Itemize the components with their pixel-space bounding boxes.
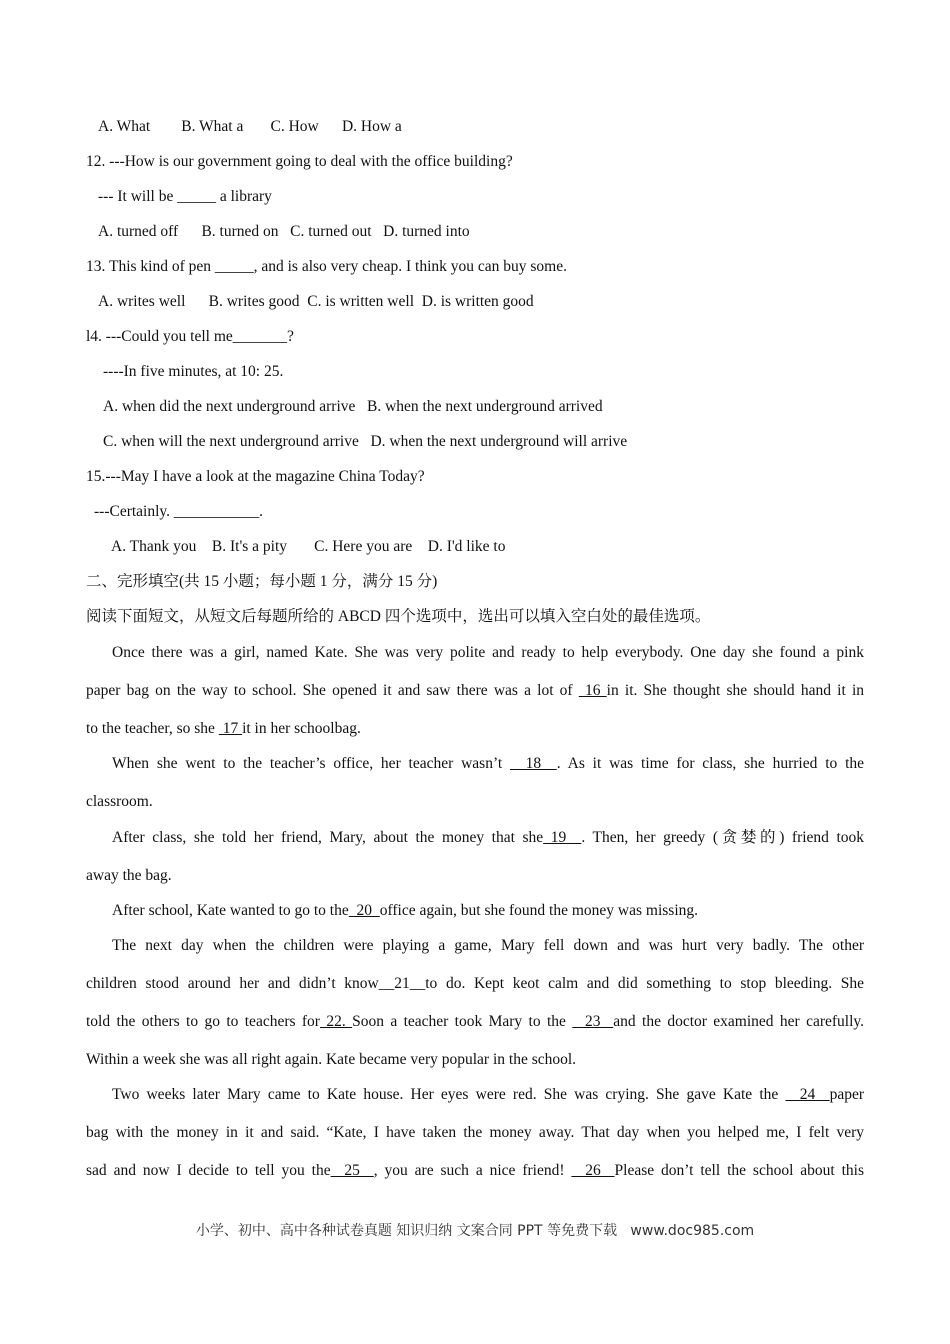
blank-26: 26: [571, 1162, 615, 1179]
text: sad and now I decide to tell you the: [86, 1162, 331, 1179]
blank-23: 23: [572, 1013, 614, 1030]
text: it in her schoolbag.: [242, 720, 361, 737]
text: After class, she told her friend, Mary, about the money that she: [112, 829, 544, 846]
passage-p5-line4: Within a week she was all right again. Kate became very popular in the school.: [86, 1051, 577, 1068]
q12-options: A. turned off B. turned on C. turned out D. turned into: [98, 223, 470, 240]
blank-18: 18: [509, 755, 557, 772]
passage-p6-line2: bag with the money in it and said. “Kate, I have taken the money away. That day when you helped me, I felt very: [86, 1124, 864, 1141]
text: in it. She thought she should hand it in: [606, 682, 865, 699]
q12-answer-line: --- It will be _____ a library: [98, 188, 272, 205]
text: Soon a teacher took Mary to the: [352, 1013, 566, 1030]
q11-options: A. What B. What a C. How D. How a: [98, 118, 402, 135]
q13-options: A. writes well B. writes good C. is written well D. is written good: [98, 293, 534, 310]
passage-p1-line3: [86, 719, 361, 739]
passage-p5-line3: [86, 1012, 864, 1032]
section-heading: 二、完形填空(共 15 小题；每小题 1 分，满分 15 分): [86, 573, 438, 590]
passage-p3-line2: away the bag.: [86, 867, 172, 884]
text: and the doctor examined her carefully.: [613, 1013, 865, 1030]
blank-22: 22.: [319, 1013, 353, 1030]
q15-answer-line: ---Certainly. ___________.: [94, 503, 264, 520]
text: children stood around her and didn’t know: [86, 975, 379, 992]
text: to do. Kept keot calm and did something to stop bleeding. She: [425, 975, 865, 992]
passage-p2-line1: [86, 754, 864, 774]
q14-options-ab: A. when did the next underground arrive B. when the next underground arrived: [103, 398, 603, 415]
passage-p6-line3: [86, 1161, 864, 1181]
text: paper bag on the way to school. She opened it and saw there was a lot of: [86, 682, 573, 699]
section-instruction: 阅读下面短文，从短文后每题所给的 ABCD 四个选项中，选出可以填入空白处的最佳选项。: [86, 608, 711, 625]
text: Two weeks later Mary came to Kate house. Her eyes were red. She was crying. She gave Kate the: [112, 1086, 779, 1103]
text: Please don’t tell the school about this: [614, 1162, 865, 1179]
q12-stem: 12. ---How is our government going to deal with the office building?: [86, 153, 513, 170]
blank-21: __21__: [378, 975, 426, 992]
passage-p4: [112, 901, 698, 921]
text: . As it was time for class, she hurried to the: [556, 755, 865, 772]
passage-p3-line1: [86, 828, 864, 848]
text: When she went to the teacher’s office, her teacher wasn’t: [112, 755, 503, 772]
passage-p5-line2: [86, 974, 864, 994]
passage-p2-line2: classroom.: [86, 793, 153, 810]
q14-options-cd: C. when will the next underground arrive D. when the next underground will arrive: [103, 433, 628, 450]
passage-p5-line1: The next day when the children were playing a game, Mary fell down and was hurt very badly. The other: [112, 937, 864, 954]
text: paper: [829, 1086, 865, 1103]
blank-17: 17: [218, 720, 243, 737]
passage-p1-line2: [86, 681, 864, 701]
text: . Then, her greedy (贪婪的) friend took: [581, 829, 865, 846]
blank-25: 25: [330, 1162, 374, 1179]
passage-p6-line1: [86, 1085, 864, 1105]
page-footer: 小学、初中、高中各种试卷真题 知识归纳 文案合同 PPT 等免费下载 www.doc985.com: [195, 1223, 755, 1239]
q13-stem: 13. This kind of pen _____, and is also very cheap. I think you can buy some.: [86, 258, 567, 275]
blank-16: 16: [578, 682, 607, 699]
q15-options: A. Thank you B. It's a pity C. Here you are D. I'd like to: [111, 538, 506, 555]
text: After school, Kate wanted to go to the: [112, 902, 349, 919]
blank-24: 24: [785, 1086, 830, 1103]
text: office again, but she found the money was missing.: [379, 902, 699, 919]
q14-answer-line: ----In five minutes, at 10: 25.: [103, 363, 284, 380]
blank-19: 19: [543, 829, 582, 846]
text: , you are such a nice friend!: [373, 1162, 565, 1179]
passage-p1-line1: Once there was a girl, named Kate. She was very polite and ready to help everybody. One day she found a pink: [112, 644, 864, 661]
text: told the others to go to teachers for: [86, 1013, 320, 1030]
blank-20: 20: [348, 902, 380, 919]
text: to the teacher, so she: [86, 720, 215, 737]
q15-stem: 15.---May I have a look at the magazine China Today?: [86, 468, 425, 485]
q14-stem: l4. ---Could you tell me_______?: [86, 328, 294, 345]
